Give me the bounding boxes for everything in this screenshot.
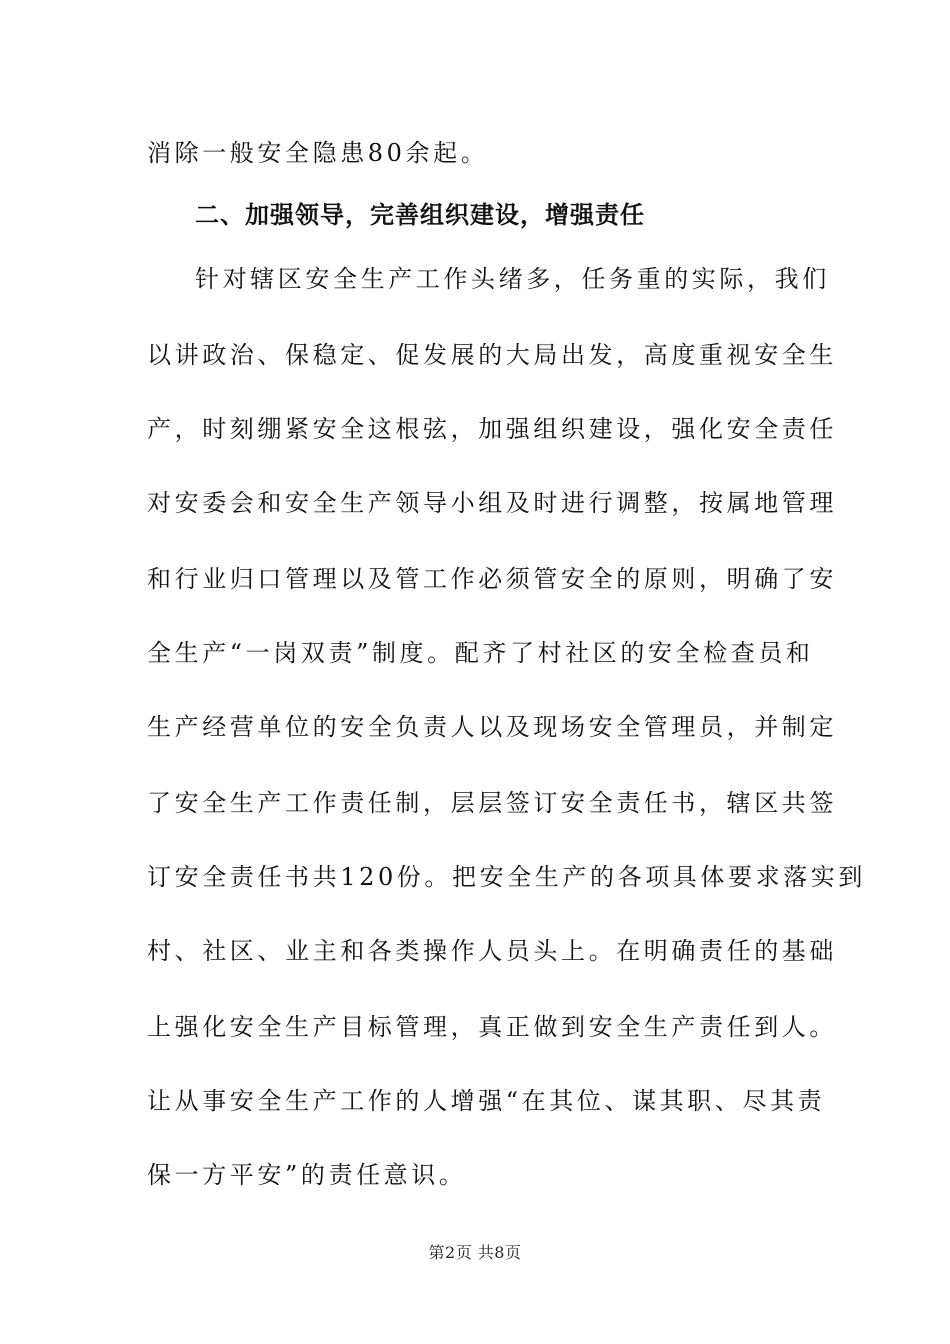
page-number-footer: 第2页 共8页 — [428, 1243, 522, 1262]
paragraph-line: 全生产“一岗双责”制度。配齐了村社区的安全检查员和 — [147, 639, 814, 667]
paragraph-line: 和行业归口管理以及管工作必须管安全的原则，明确了安 — [147, 565, 837, 593]
paragraph-line: 以讲政治、保稳定、促发展的大局出发，高度重视安全生 — [147, 341, 837, 369]
paragraph-line: 保一方平安”的责任意识。 — [147, 1161, 467, 1189]
paragraph-line: 了安全生产工作责任制，层层签订安全责任书，辖区共签 — [147, 789, 837, 817]
paragraph-line: 村、社区、业主和各类操作人员头上。在明确责任的基础 — [147, 937, 837, 965]
paragraph-line: 订安全责任书共120份。把安全生产的各项具体要求落实到 — [147, 863, 867, 891]
paragraph-line: 上强化安全生产目标管理，真正做到安全生产责任到人。 — [147, 1013, 837, 1041]
paragraph-line: 消除一般安全隐患80余起。 — [147, 139, 489, 167]
section-heading: 二、加强领导，完善组织建设，增强责任 — [195, 201, 645, 229]
paragraph-line: 对安委会和安全生产领导小组及时进行调整，按属地管理 — [147, 489, 837, 517]
paragraph-line: 产，时刻绷紧安全这根弦，加强组织建设，强化安全责任 — [147, 415, 837, 443]
paragraph-line: 让从事安全生产工作的人增强“在其位、谋其职、尽其责 — [147, 1087, 826, 1115]
paragraph-line: 生产经营单位的安全负责人以及现场安全管理员，并制定 — [147, 713, 837, 741]
paragraph-line: 针对辖区安全生产工作头绪多，任务重的实际，我们 — [195, 265, 830, 293]
